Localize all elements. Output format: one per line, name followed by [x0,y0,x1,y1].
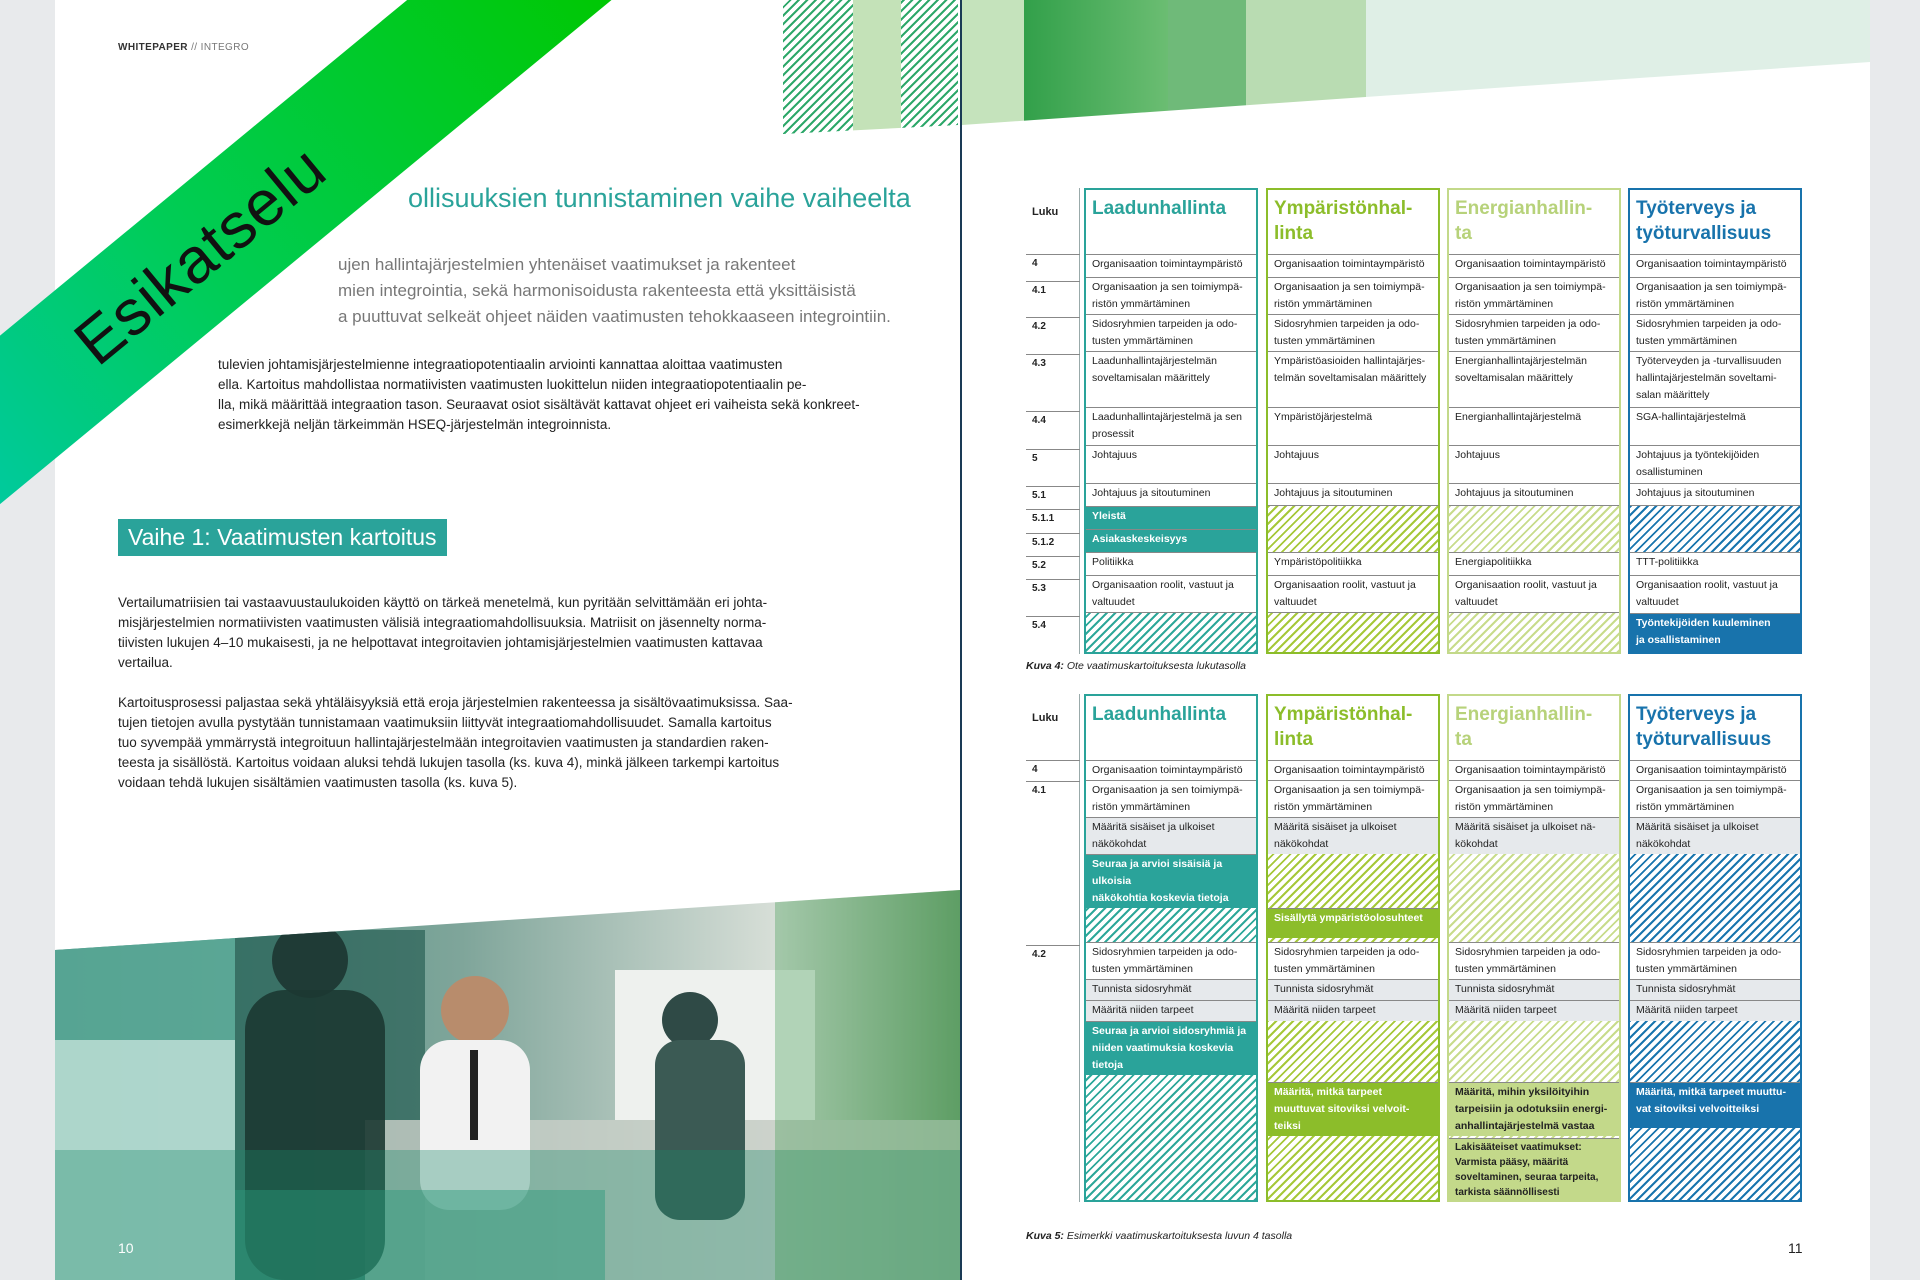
table-cell: Johtajuus ja sitoutuminen [1449,483,1619,506]
table-cell: Organisaation toimintaympäristö [1086,760,1256,780]
table-cell: Organisaation roolit, vastuut ja valtuudet [1630,575,1800,613]
page-number-left: 10 [118,1240,134,1256]
column-header: Laadunhallinta [1086,190,1256,254]
column-ymparisto [1266,694,1440,1202]
table-cell: Organisaation ja sen toimiympä- ristön ymmärtäminen [1268,780,1438,817]
page-number-right: 11 [1788,1240,1803,1256]
table-cell: Ympäristöasioiden hallintajärjes- telmän soveltamisalan määrittely [1268,351,1438,407]
column-energia [1447,188,1621,654]
column-header: Energianhallin- ta [1449,696,1619,760]
table-cell: Laadunhallintajärjestelmä ja sen prosessit [1086,407,1256,445]
luku-row: 4 [1026,760,1080,778]
column-header: Työterveys ja työturvallisuus [1630,190,1800,254]
table-cell: Sidosryhmien tarpeiden ja odo- tusten ymmärtäminen [1086,942,1256,979]
table-cell: Organisaation ja sen toimiympä- ristön ymmärtäminen [1449,780,1619,817]
table-cell: Johtajuus ja sitoutuminen [1630,483,1800,506]
caption-figure-5: Kuva 5: Esimerkki vaatimuskartoituksesta luvun 4 tasolla [1026,1230,1293,1242]
table-cell: Organisaation toimintaympäristö [1449,760,1619,780]
table-cell: Määritä niiden tarpeet [1268,1000,1438,1021]
lead-paragraph: ujen hallintajärjestelmien yhtenäiset vaatimukset ja rakenteet mien integrointia, sekä harmonisoidusta rakenteesta että yksittäisistä a puuttuvat selkeät ohjeet näiden vaatimusten tehokkaaseen integrointiin. [338,255,891,326]
table-cell: Tunnista sidosryhmät [1630,979,1800,1000]
table-cell: Seuraa ja arvioi sisäisiä ja ulkoisia näkökohtia koskevia tietoja [1086,854,1256,908]
table-cell: Sidosryhmien tarpeiden ja odo- tusten ymmärtäminen [1449,942,1619,979]
table-cell: Organisaation toimintaympäristö [1086,254,1256,277]
table-cell: Energianhallintajärjestelmän soveltamisalan määrittely [1449,351,1619,407]
table-cell: Seuraa ja arvioi sidosryhmiä ja niiden vaatimuksia koskevia tietoja [1086,1021,1256,1075]
header-banner [962,0,1870,125]
table-cell: Organisaation ja sen toimiympä- ristön ymmärtäminen [1630,277,1800,314]
table-cell: Määritä sisäiset ja ulkoiset näkökohdat [1630,817,1800,854]
body-paragraph-2: Kartoitusprosessi paljastaa sekä yhtäläisyyksiä että eroja järjestelmien rakenteessa ja sisältövaatimuksissa. Saa- tujen tietojen avulla pystytään tunnistamaan vaatimuksiin liittyvät integraatiomahdollisuudet. Samalla kartoitus tuo syvempää ymmärrystä integroituun hallintajärjestelmään integroitavien vaatimusten ja standardien raken- teesta ja sisällöstä. Kartoitus voidaan aluksi tehdä lukujen tasolla (ks. kuva 4), minkä jälkeen tarkempi kartoitus voidaan tehdä lukujen sisältämien vaatimusten tasolla (ks. kuva 5). [118,695,793,790]
column-tyoturvallisuus [1628,694,1802,1202]
table-cell: Organisaation roolit, vastuut ja valtuudet [1086,575,1256,613]
table-cell: Työterveyden ja -turvallisuuden hallintajärjestelmän soveltami- salan määrittely [1630,351,1800,407]
table-cell: Lakisääteiset vaatimukset: Varmista pääsy, määritä soveltaminen, seuraa tarpeita, tarkista säännöllisesti [1449,1138,1619,1200]
table-cell: Määritä niiden tarpeet [1086,1000,1256,1021]
column-laadunhallinta [1084,694,1258,1202]
table-cell: TTT-politiikka [1630,552,1800,575]
table-cell: Organisaation toimintaympäristö [1630,254,1800,277]
luku-row: 5.2 [1026,556,1080,574]
table-cell: Työntekijöiden kuuleminen ja osallistaminen [1630,613,1800,652]
table-cell: Organisaation toimintaympäristö [1630,760,1800,780]
table-cell: Sidosryhmien tarpeiden ja odo- tusten ymmärtäminen [1268,942,1438,979]
table-cell: Johtajuus [1268,445,1438,483]
table-cell: Määritä sisäiset ja ulkoiset näkökohdat [1086,817,1256,854]
table-cell: Määritä, mihin yksilöityihin tarpeisiin ja odotuksiin energi- anhallintajärjestelmä vastaa [1449,1082,1619,1136]
table-cell: Määritä, mitkä tarpeet muuttu- vat sitoviksi velvoitteiksi [1630,1082,1800,1128]
table-cell: Tunnista sidosryhmät [1449,979,1619,1000]
table-cell: Politiikka [1086,552,1256,575]
luku-row: 5 [1026,449,1080,467]
luku-header: Luku [1032,712,1059,724]
column-tyoturvallisuus [1628,188,1802,654]
table-cell: Sisällytä ympäristöolosuhteet [1268,908,1438,938]
page-title: ollisuuksien tunnistaminen vaihe vaiheelta [408,183,911,213]
header-stripes [783,0,958,134]
table-cell: Energianhallintajärjestelmä [1449,407,1619,445]
table-figure-5 [1026,694,1810,1202]
luku-row: 5.4 [1026,616,1080,654]
caption-figure-4: Kuva 4: Ote vaatimuskartoituksesta lukutasolla [1026,660,1247,672]
running-header: WHITEPAPER // INTEGRO [118,42,250,53]
watermark-text: Esikatselu [60,131,340,379]
luku-row: 4.3 [1026,354,1080,372]
luku-row: 5.1.2 [1026,533,1080,551]
column-energia [1447,694,1621,1202]
table-cell: Määritä niiden tarpeet [1630,1000,1800,1021]
luku-row: 4.2 [1026,945,1080,963]
column-header: Työterveys ja työturvallisuus [1630,696,1800,760]
table-cell: Ympäristöpolitiikka [1268,552,1438,575]
table-cell: Tunnista sidosryhmät [1268,979,1438,1000]
table-cell: SGA-hallintajärjestelmä [1630,407,1800,445]
luku-column [1026,188,1080,654]
luku-row: 5.1.1 [1026,509,1080,527]
table-cell: Organisaation roolit, vastuut ja valtuudet [1268,575,1438,613]
column-header: Laadunhallinta [1086,696,1256,760]
table-cell: Sidosryhmien tarpeiden ja odo- tusten ymmärtäminen [1449,314,1619,351]
table-cell: Määritä niiden tarpeet [1449,1000,1619,1021]
table-cell: Yleistä [1086,506,1256,529]
column-laadunhallinta [1084,188,1258,654]
table-cell: Organisaation ja sen toimiympä- ristön ymmärtäminen [1449,277,1619,314]
table-cell: Sidosryhmien tarpeiden ja odo- tusten ymmärtäminen [1630,314,1800,351]
column-header: Energianhallin- ta [1449,190,1619,254]
column-ymparisto [1266,188,1440,654]
table-cell: Organisaation ja sen toimiympä- ristön ymmärtäminen [1086,780,1256,817]
table-cell: Organisaation ja sen toimiympä- ristön ymmärtäminen [1268,277,1438,314]
table-cell: Asiakaskeskeisyys [1086,529,1256,552]
table-cell: Organisaation toimintaympäristö [1268,254,1438,277]
table-cell: Laadunhallintajärjestelmän soveltamisalan määrittely [1086,351,1256,407]
table-cell: Määritä sisäiset ja ulkoiset näkökohdat [1268,817,1438,854]
table-cell: Energiapolitiikka [1449,552,1619,575]
luku-row: 4 [1026,254,1080,272]
table-cell: Määritä, mitkä tarpeet muuttuvat sitoviksi velvoit- teiksi [1268,1082,1438,1136]
column-header: Ympäristönhal- linta [1268,190,1438,254]
table-cell: Johtajuus [1449,445,1619,483]
table-cell: Määritä sisäiset ja ulkoiset nä- kökohdat [1449,817,1619,854]
luku-row: 5.1 [1026,486,1080,504]
table-cell: Johtajuus [1086,445,1256,483]
table-cell: Sidosryhmien tarpeiden ja odo- tusten ymmärtäminen [1086,314,1256,351]
luku-column [1026,694,1080,1202]
table-cell: Organisaation ja sen toimiympä- ristön ymmärtäminen [1630,780,1800,817]
body-paragraph-1: Vertailumatriisien tai vastaavuustaulukoiden käyttö on tärkeä menetelmä, kun pyritään selvittämään eri johta- misjärjestelmien normatiivisten vaatimusten välisiä integraatiomahdollisuuksia. Matriisit on jäsennelty norma- tiivisten lukujen 4–10 mukaisesti, ja ne helpottavat integroitavien johtamisjärjestelmien vaatimusten kattavaa vertailua. [118,595,768,670]
luku-row: 4.1 [1026,781,1080,799]
intro-paragraph: tulevien johtamisjärjestelmienne integraatiopotentiaalin arviointi kannattaa aloittaa vaatimusten ella. Kartoitus mahdollistaa normatiivisten vaatimusten luokittelun niiden integraatiopotentiaalin pe- lla, mikä määrittää integraation tason. Seuraavat osiot sisältävät kattavat ohjeet eri vaiheista sekä konkreet- esimerkkejä neljän tärkeimmän HSEQ-järjestelmän integroinnista. [218,357,860,432]
luku-row: 4.2 [1026,317,1080,335]
table-cell: Organisaation roolit, vastuut ja valtuudet [1449,575,1619,613]
table-cell: Organisaation toimintaympäristö [1449,254,1619,277]
luku-header: Luku [1032,206,1059,218]
table-cell: Sidosryhmien tarpeiden ja odo- tusten ymmärtäminen [1268,314,1438,351]
table-cell: Organisaation toimintaympäristö [1268,760,1438,780]
right-page [962,0,1870,1280]
table-figure-4 [1026,188,1810,654]
column-header: Ympäristönhal- linta [1268,696,1438,760]
table-cell: Sidosryhmien tarpeiden ja odo- tusten ymmärtäminen [1630,942,1800,979]
table-cell: Tunnista sidosryhmät [1086,979,1256,1000]
table-cell: Johtajuus ja sitoutuminen [1268,483,1438,506]
table-cell: Johtajuus ja työntekijöiden osallistuminen [1630,445,1800,483]
luku-row: 5.3 [1026,579,1080,597]
office-meeting-photo [55,890,960,1280]
photo-illustration [55,890,960,1280]
section-title: Vaihe 1: Vaatimusten kartoitus [118,519,447,556]
luku-row: 4.1 [1026,281,1080,299]
luku-row: 4.4 [1026,411,1080,429]
table-cell: Johtajuus ja sitoutuminen [1086,483,1256,506]
table-cell: Ympäristöjärjestelmä [1268,407,1438,445]
table-cell: Organisaation ja sen toimiympä- ristön ymmärtäminen [1086,277,1256,314]
